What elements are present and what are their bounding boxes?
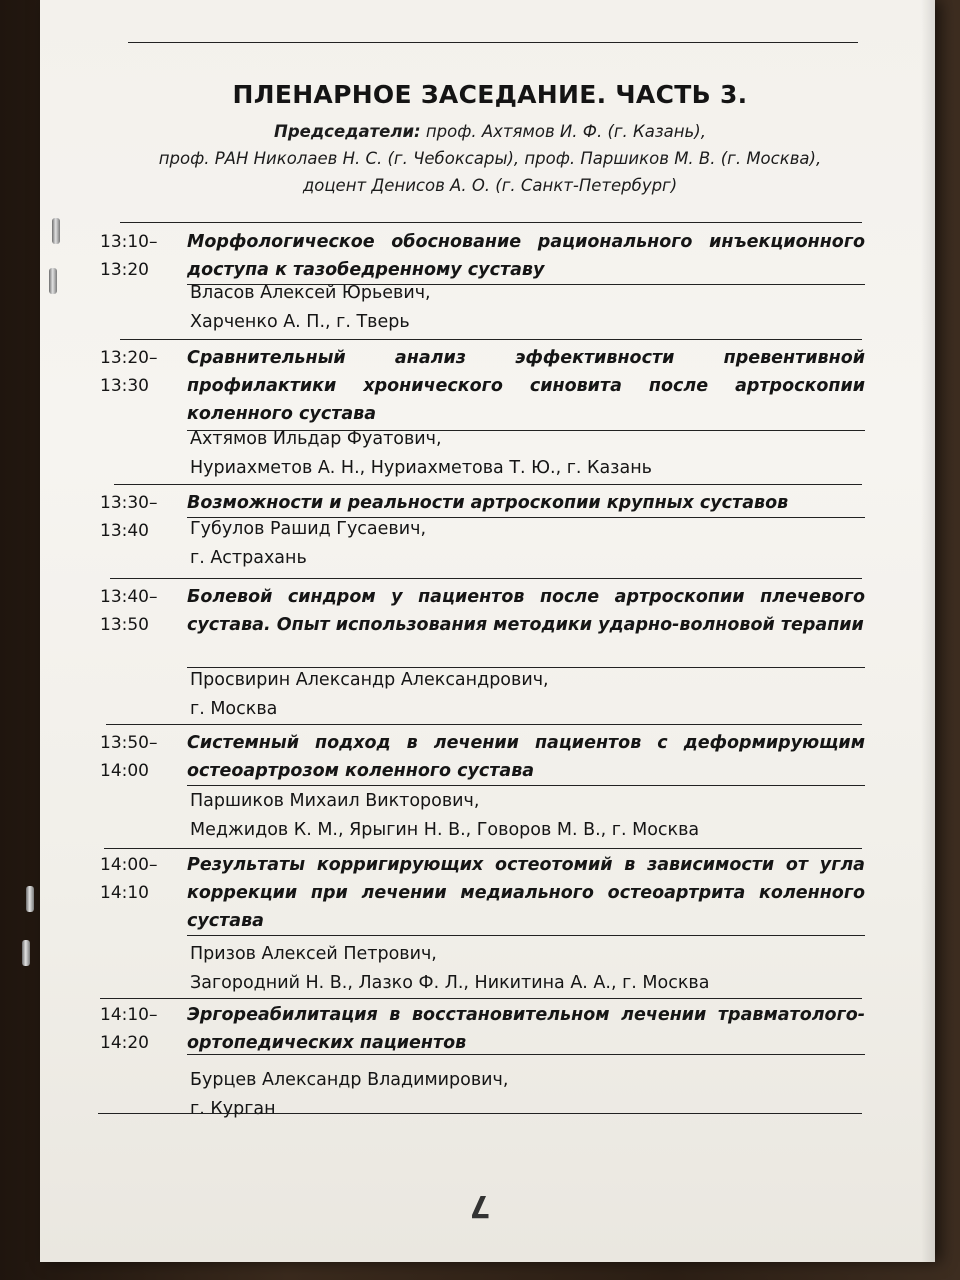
session-topic: Болевой синдром у пациентов после артроскопии плечевого сустава. Опыт использования методики ударно-волновой терапии	[187, 587, 865, 635]
session-start: 13:30–	[100, 493, 158, 513]
session-end: 14:00	[100, 761, 149, 781]
author-line-1: Ахтямов Ильдар Фуатович,	[190, 429, 442, 449]
session-end: 14:10	[100, 883, 149, 903]
author-line-1: Паршиков Михаил Викторович,	[190, 791, 480, 811]
author-line-2: Харченко А. П., г. Тверь	[190, 312, 410, 332]
staple-bottom-lower	[22, 940, 30, 966]
author-line-2: г. Курган	[190, 1099, 276, 1119]
page-title: ПЛЕНАРНОЕ ЗАСЕДАНИЕ. ЧАСТЬ 3.	[232, 80, 748, 109]
session-time	[100, 1001, 190, 1057]
session-separator	[106, 724, 862, 725]
session-end: 14:20	[100, 1033, 149, 1053]
staple-top-lower	[49, 268, 57, 294]
session-separator	[120, 339, 862, 340]
author-line-1: Просвирин Александр Александрович,	[190, 670, 549, 690]
topic-underline	[187, 1054, 865, 1055]
session-start: 13:40–	[100, 587, 158, 607]
staple-bottom	[26, 886, 34, 912]
session-topic: Сравнительный анализ эффективности превентивной профилактики хронического синовита после артроскопии коленного сустава	[187, 348, 865, 424]
page-edge-shadow	[921, 0, 935, 1262]
session-time	[100, 228, 190, 284]
header-rule	[128, 42, 858, 43]
chairs-line-1	[130, 118, 850, 145]
author-line-2: Нуриахметов А. Н., Нуриахметова Т. Ю., г. Казань	[190, 458, 652, 478]
author-line-1: Бурцев Александр Владимирович,	[190, 1070, 509, 1090]
topic-underline	[187, 785, 865, 786]
session-start: 14:00–	[100, 855, 158, 875]
session-start: 13:50–	[100, 733, 158, 753]
session-separator	[120, 222, 862, 223]
session-time	[100, 729, 190, 785]
session-time	[100, 489, 190, 545]
session-authors	[190, 787, 865, 845]
page-number: 7	[469, 1188, 491, 1223]
session-start: 14:10–	[100, 1005, 158, 1025]
session-topic: Результаты корригирующих остеотомий в зависимости от угла коррекции при лечении медиального остеоартрита коленного сустава	[187, 855, 865, 931]
author-line-2: г. Москва	[190, 699, 278, 719]
session-time	[100, 344, 190, 400]
chairs-text-1: проф. Ахтямов И. Ф. (г. Казань),	[425, 122, 706, 141]
session-topic: Эргореабилитация в восстановительном лечении травматолого-ортопедических пациентов	[187, 1005, 865, 1053]
session-end: 13:50	[100, 615, 149, 635]
chairs-label: Председатели:	[274, 122, 421, 141]
staple-top	[52, 218, 60, 244]
author-line-2: г. Астрахань	[190, 548, 307, 568]
topic-underline	[187, 935, 865, 936]
chairs-line-3: доцент Денисов А. О. (г. Санкт-Петербург)	[302, 176, 678, 195]
author-line-1: Власов Алексей Юрьевич,	[190, 283, 431, 303]
author-line-1: Призов Алексей Петрович,	[190, 944, 437, 964]
session-authors	[190, 666, 865, 724]
session-time	[100, 583, 190, 639]
session-end: 13:20	[100, 260, 149, 280]
session-end: 13:40	[100, 521, 149, 541]
session-start: 13:10–	[100, 232, 158, 252]
session-authors	[190, 425, 865, 483]
session-chairs	[130, 118, 850, 199]
session-topic: Морфологическое обоснование рационального инъекционного доступа к тазобедренному суставу	[187, 232, 865, 280]
session-end: 13:30	[100, 376, 149, 396]
session-topic: Системный подход в лечении пациентов с деформирующим остеоартрозом коленного сустава	[187, 733, 865, 781]
session-time	[100, 851, 190, 907]
session-separator	[110, 578, 862, 579]
session-authors	[190, 515, 865, 573]
author-line-2: Меджидов К. М., Ярыгин Н. В., Говоров М. В., г. Москва	[190, 820, 700, 840]
author-line-1: Губулов Рашид Гусаевич,	[190, 519, 427, 539]
author-line-2: Загородний Н. В., Лазко Ф. Л., Никитина А. А., г. Москва	[190, 973, 710, 993]
session-separator	[114, 484, 862, 485]
session-authors	[190, 940, 865, 998]
session-authors	[190, 1066, 865, 1124]
session-separator	[104, 848, 862, 849]
footer-rule	[98, 1113, 862, 1114]
session-separator	[100, 998, 862, 999]
chairs-line-2: проф. РАН Николаев Н. С. (г. Чебоксары), проф. Паршиков М. В. (г. Москва),	[158, 149, 822, 168]
session-start: 13:20–	[100, 348, 158, 368]
session-topic: Возможности и реальности артроскопии крупных суставов	[187, 493, 789, 513]
session-authors	[190, 279, 865, 337]
